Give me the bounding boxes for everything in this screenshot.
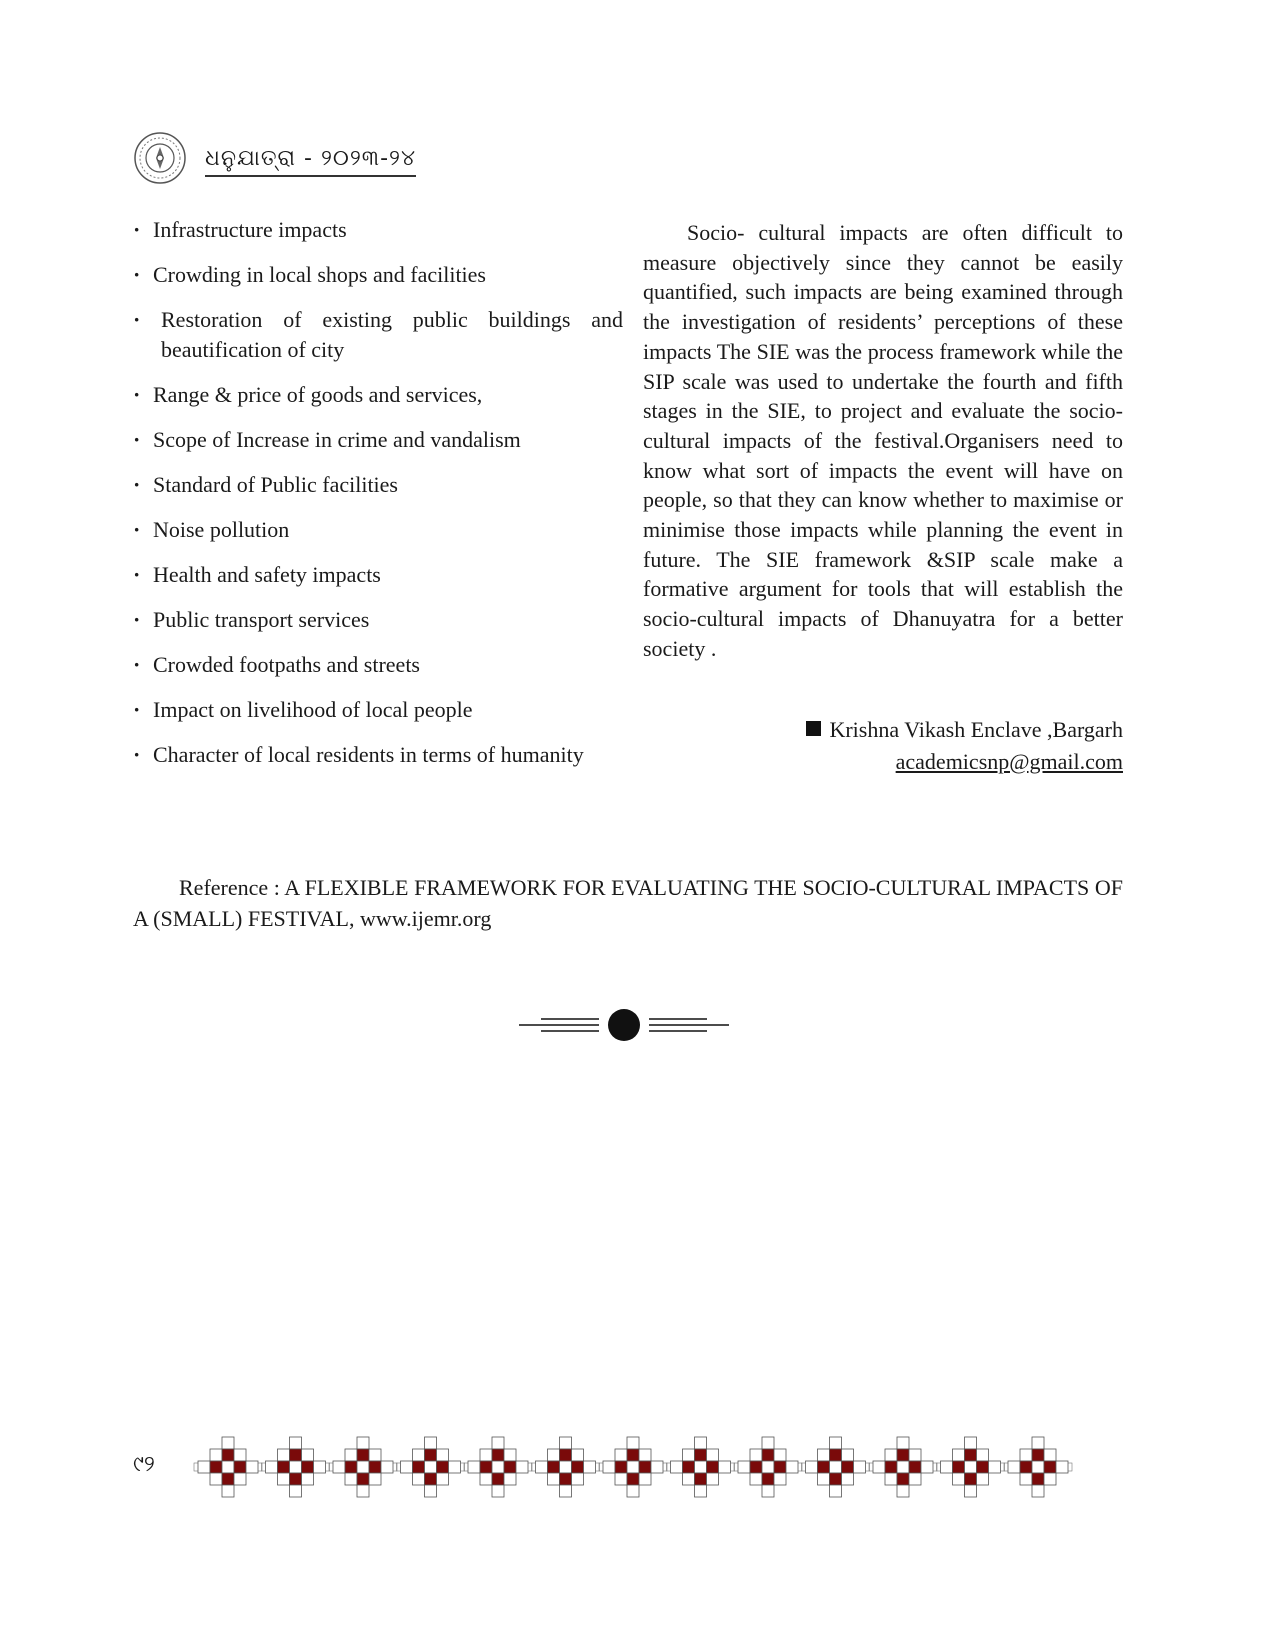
cross-motif (802, 1437, 870, 1497)
cross-motif (397, 1437, 465, 1497)
body-paragraph: Socio- cultural impacts are often difficult to measure objectively since they cannot be easily quantified, such impacts are being examined through the investigation of residents’ perceptions of these impacts The SIE was the process framework while the SIP scale was used to undertake the fourth and fifth stages in the SIE, to project and evaluate the socio-cultural impacts of the festival.Organisers need to know what sort of impacts the event will have on people, so that they can know whether to maximise or minimise those impacts while planning the event in future. The SIE framework &SIP scale make a formative argument for tools that will establish the socio-cultural impacts of Dhanuyatra for a better society . (643, 220, 1123, 661)
cross-motif (869, 1437, 937, 1497)
cross-motif (532, 1437, 600, 1497)
list-item: · Health and safety impacts (133, 560, 623, 590)
page-footer (133, 1432, 1123, 1502)
seal-emblem-icon (133, 131, 187, 185)
list-item: · Crowded footpaths and streets (133, 650, 623, 680)
cross-motif (734, 1437, 802, 1497)
page-number: ୯୨ (133, 1452, 155, 1477)
cross-motif (464, 1437, 532, 1497)
ornamental-divider (519, 1005, 729, 1045)
list-item: · Character of local residents in terms of humanity (133, 740, 623, 770)
list-item: · Infrastructure impacts (133, 215, 623, 245)
author-signature (643, 714, 1123, 778)
cross-motif (262, 1437, 330, 1497)
cross-motif (194, 1437, 262, 1497)
list-item: · Range & price of goods and services, (133, 380, 623, 410)
page-header (133, 130, 416, 186)
author-address: Krishna Vikash Enclave ,Bargarh (829, 716, 1123, 742)
impacts-column (133, 215, 623, 785)
cross-motif (1004, 1437, 1072, 1497)
black-square-icon (806, 721, 821, 736)
list-item: · Noise pollution (133, 515, 623, 545)
author-address-line (643, 714, 1123, 746)
decorative-motif-border (193, 1432, 1123, 1502)
list-item: · Scope of Increase in crime and vandalism (133, 425, 623, 455)
cross-motif (599, 1437, 667, 1497)
author-email[interactable]: academicsnp@gmail.com (895, 748, 1123, 774)
page-header-title: ଧନୁଯାତ୍ରା - ୨୦୨୩-୨୪ (205, 146, 416, 177)
list-item: · Standard of Public facilities (133, 470, 623, 500)
reference-note: Reference : A FLEXIBLE FRAMEWORK FOR EVALUATING THE SOCIO-CULTURAL IMPACTS OF A (SMALL) FESTIVAL, www.ijemr.org (133, 875, 1123, 931)
cross-motif (667, 1437, 735, 1497)
list-item: · Crowding in local shops and facilities (133, 260, 623, 290)
cross-motif (329, 1437, 397, 1497)
list-item: · Restoration of existing public buildings and beautification of city (133, 305, 623, 365)
list-item: · Public transport services (133, 605, 623, 635)
cross-motif (937, 1437, 1005, 1497)
list-item: · Impact on livelihood of local people (133, 695, 623, 725)
impacts-list (133, 215, 623, 770)
body-column (643, 218, 1123, 778)
